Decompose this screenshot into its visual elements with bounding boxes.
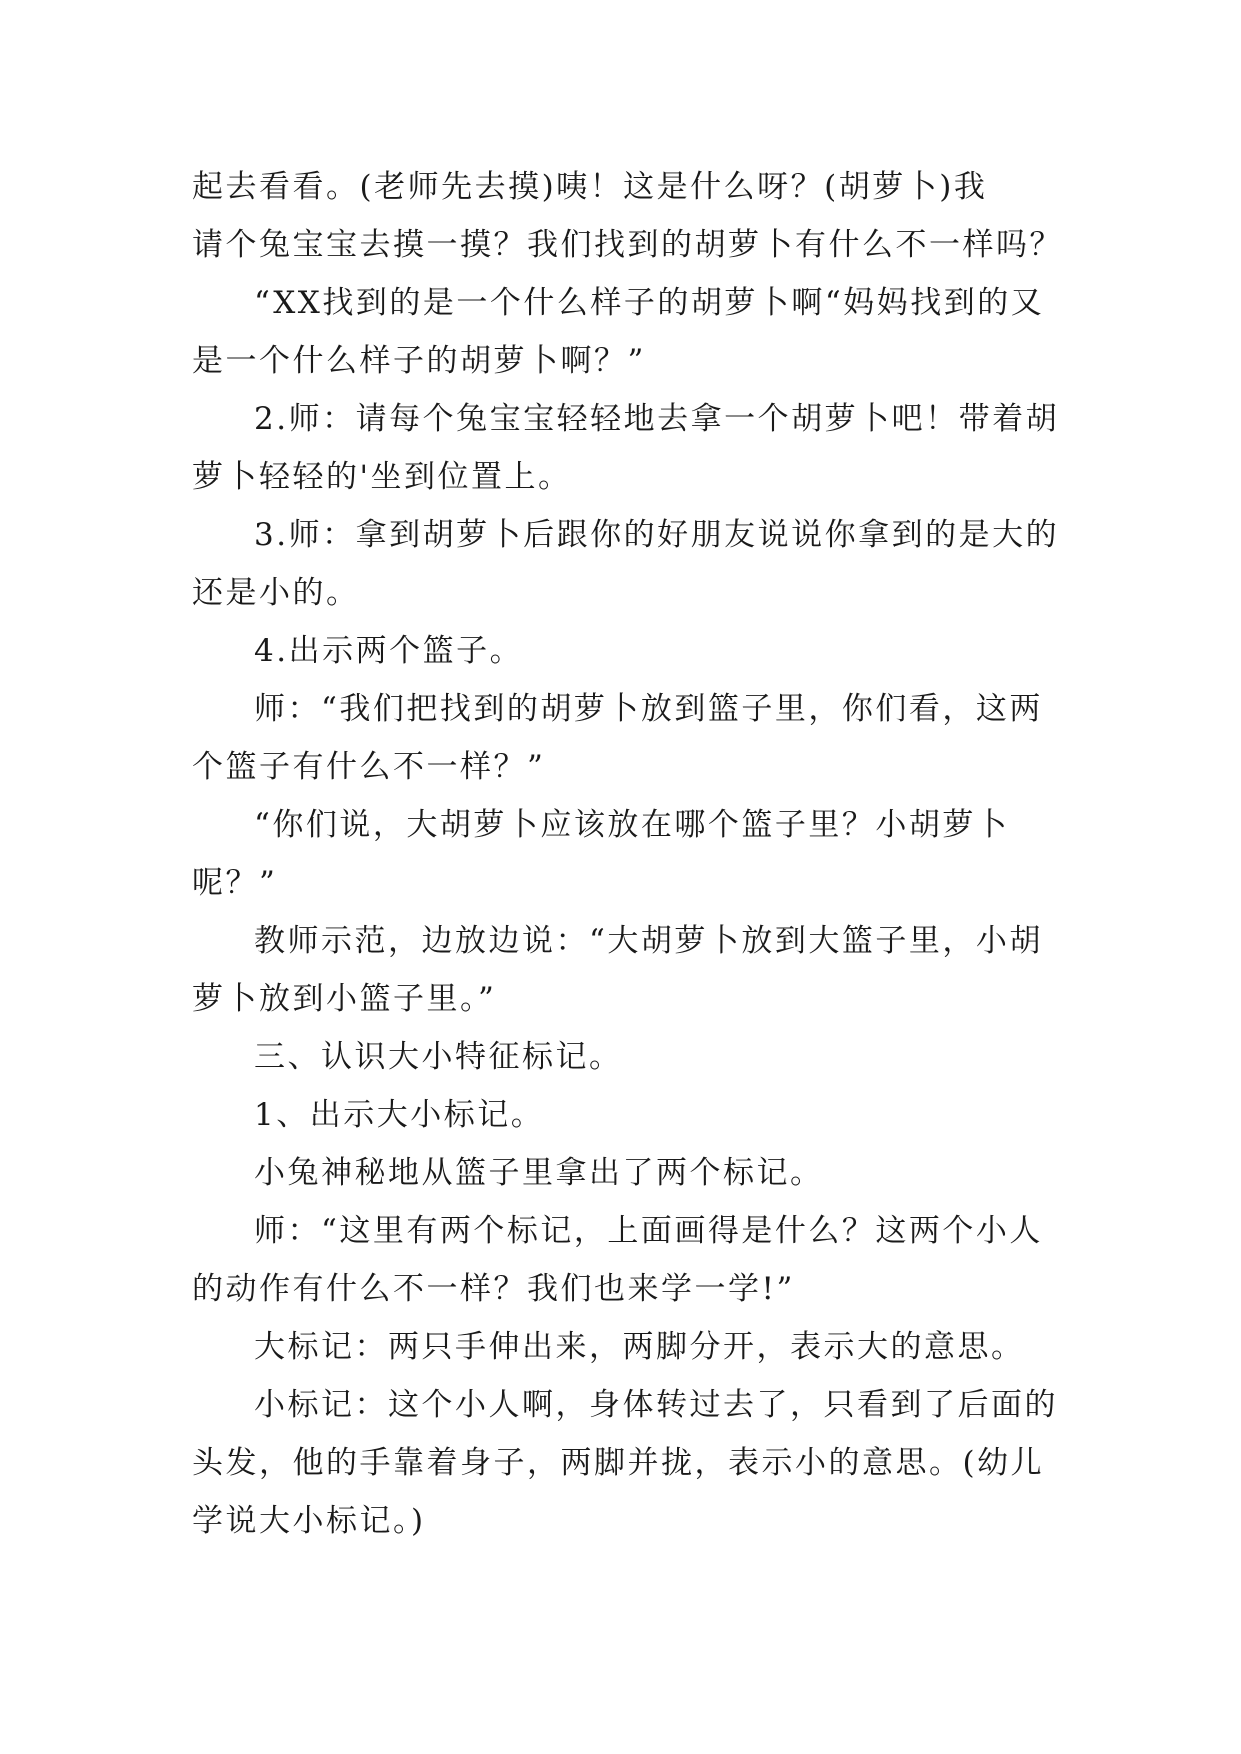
text-line: 起去看看。(老师先去摸)咦！这是什么呀？(胡萝卜)我 xyxy=(192,169,988,205)
paragraph xyxy=(192,506,1060,622)
paragraph xyxy=(192,622,1052,680)
section-heading xyxy=(192,1028,1052,1086)
text-line: 小兔神秘地从篮子里拿出了两个标记。 xyxy=(254,1155,824,1191)
document-body xyxy=(192,158,1063,1550)
text-line: 1、出示大小标记。 xyxy=(254,1097,545,1133)
text-line: 的动作有什么不一样？我们也来学一学!” xyxy=(192,1271,795,1307)
text-line: 2.师：请每个兔宝宝轻轻地去拿一个胡萝卜吧！带着胡 xyxy=(254,401,1060,437)
paragraph xyxy=(192,158,1063,274)
text-line: 师：“我们把找到的胡萝卜放到篮子里，你们看，这两 xyxy=(254,691,1043,727)
paragraph xyxy=(192,1086,1052,1144)
paragraph xyxy=(192,680,1052,796)
text-line: 三、认识大小特征标记。 xyxy=(254,1039,623,1075)
text-line: 请个兔宝宝去摸一摸？我们找到的胡萝卜有什么不一样吗？ xyxy=(192,227,1063,263)
text-line: 还是小的。 xyxy=(192,575,360,611)
paragraph xyxy=(192,1318,1052,1376)
paragraph xyxy=(192,1202,1052,1318)
text-line: 小标记：这个小人啊，身体转过去了，只看到了后面的 xyxy=(254,1387,1058,1423)
text-line: 大标记：两只手伸出来，两脚分开，表示大的意思。 xyxy=(254,1329,1025,1365)
text-line: 师：“这里有两个标记，上面画得是什么？这两个小人 xyxy=(254,1213,1043,1249)
paragraph xyxy=(192,390,1060,506)
text-line: 学说大小标记。) xyxy=(192,1503,426,1539)
text-line: 萝卜放到小篮子里。” xyxy=(192,981,497,1017)
paragraph xyxy=(192,1376,1058,1550)
text-line: 呢？” xyxy=(192,865,278,901)
text-line: 萝卜轻轻的'坐到位置上。 xyxy=(192,459,572,495)
text-line: 教师示范，边放边说：“大胡萝卜放到大篮子里，小胡 xyxy=(254,923,1043,959)
paragraph xyxy=(192,274,1052,390)
paragraph xyxy=(192,796,1052,912)
text-line: 头发，他的手靠着身子，两脚并拢，表示小的意思。(幼儿 xyxy=(192,1445,1045,1481)
text-line: “你们说，大胡萝卜应该放在哪个篮子里？小胡萝卜 xyxy=(254,807,1010,843)
paragraph xyxy=(192,912,1052,1028)
text-line: 是一个什么样子的胡萝卜啊？” xyxy=(192,343,646,379)
text-line: “XX找到的是一个什么样子的胡萝卜啊“妈妈找到的又 xyxy=(254,285,1045,321)
text-line: 个篮子有什么不一样？” xyxy=(192,749,546,785)
text-line: 3.师：拿到胡萝卜后跟你的好朋友说说你拿到的是大的 xyxy=(254,517,1060,553)
text-line: 4.出示两个篮子。 xyxy=(254,633,524,669)
paragraph xyxy=(192,1144,1052,1202)
